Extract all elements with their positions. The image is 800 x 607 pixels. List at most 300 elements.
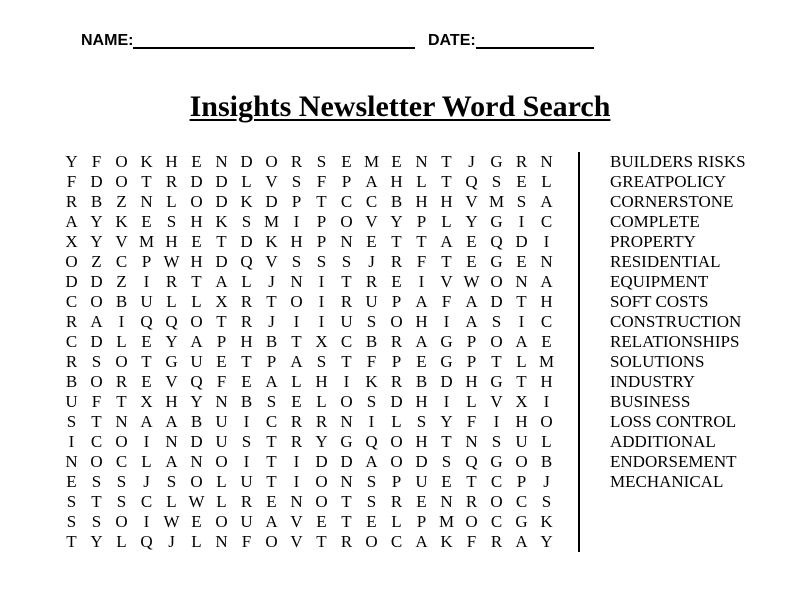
- grid-letter: Y: [90, 532, 103, 551]
- grid-letter: D: [315, 452, 328, 471]
- grid-letter: G: [490, 212, 503, 231]
- grid-row: [59, 232, 559, 252]
- grid-letter: N: [540, 252, 553, 271]
- grid-letter: R: [515, 152, 528, 171]
- grid-letter: I: [243, 452, 250, 471]
- grid-letter: D: [190, 172, 203, 191]
- grid-letter: I: [343, 372, 350, 391]
- grid-letter: I: [318, 272, 325, 291]
- grid-letter: T: [316, 532, 327, 551]
- grid-row: [59, 332, 559, 352]
- grid-letter: Q: [140, 532, 153, 551]
- grid-letter: I: [68, 432, 75, 451]
- grid-letter: I: [293, 212, 300, 231]
- grid-letter: J: [143, 472, 150, 491]
- grid-letter: T: [141, 172, 152, 191]
- grid-row: [59, 392, 559, 412]
- grid-letter: D: [65, 272, 78, 291]
- grid-letter: R: [165, 272, 178, 291]
- grid-letter: D: [515, 232, 528, 251]
- grid-letter: O: [90, 452, 103, 471]
- grid-letter: E: [141, 372, 152, 391]
- grid-letter: B: [190, 412, 203, 431]
- grid-letter: D: [240, 232, 253, 251]
- grid-letter: S: [91, 352, 102, 371]
- grid-letter: G: [490, 152, 503, 171]
- grid-row: [59, 272, 559, 292]
- grid-letter: R: [390, 332, 403, 351]
- grid-letter: O: [90, 292, 103, 311]
- grid-letter: A: [540, 192, 553, 211]
- grid-letter: R: [465, 492, 478, 511]
- grid-letter: V: [290, 512, 303, 531]
- grid-letter: X: [515, 392, 528, 411]
- grid-letter: H: [415, 432, 428, 451]
- grid-letter: D: [440, 372, 453, 391]
- grid-letter: U: [365, 292, 378, 311]
- grid-letter: E: [416, 352, 427, 371]
- grid-letter: H: [415, 312, 428, 331]
- grid-letter: L: [141, 452, 152, 471]
- grid-letter: Y: [190, 392, 203, 411]
- grid-letter: Q: [365, 432, 378, 451]
- grid-letter: F: [366, 352, 377, 371]
- grid-letter: A: [165, 412, 178, 431]
- grid-letter: S: [366, 492, 377, 511]
- grid-letter: J: [268, 272, 275, 291]
- grid-letter: F: [91, 152, 102, 171]
- grid-letter: X: [65, 232, 78, 251]
- grid-letter: I: [118, 312, 125, 331]
- grid-letter: U: [240, 472, 253, 491]
- grid-letter: R: [65, 352, 78, 371]
- grid-letter: D: [265, 192, 278, 211]
- grid-letter: E: [241, 372, 252, 391]
- grid-letter: A: [140, 412, 153, 431]
- page-title: Insights Newsletter Word Search: [189, 90, 611, 123]
- grid-letter: F: [316, 172, 327, 191]
- grid-letter: R: [65, 312, 78, 331]
- grid-letter: J: [268, 312, 275, 331]
- grid-letter: E: [316, 512, 327, 531]
- grid-letter: S: [491, 432, 502, 451]
- grid-letter: L: [216, 492, 227, 511]
- grid-letter: M: [363, 152, 380, 171]
- grid-letter: S: [541, 492, 552, 511]
- grid-letter: O: [215, 452, 228, 471]
- grid-letter: L: [191, 292, 202, 311]
- grid-row: [59, 512, 559, 532]
- grid-letter: T: [441, 152, 452, 171]
- grid-letter: A: [190, 332, 203, 351]
- grid-letter: I: [518, 212, 525, 231]
- word-list-item: BUSINESS: [610, 392, 691, 411]
- grid-letter: E: [141, 332, 152, 351]
- grid-letter: S: [241, 432, 252, 451]
- grid-letter: Y: [165, 332, 178, 351]
- grid-letter: M: [488, 192, 505, 211]
- grid-letter: N: [65, 452, 78, 471]
- word-list-item: SOLUTIONS: [610, 352, 705, 371]
- grid-letter: U: [415, 472, 428, 491]
- grid-letter: O: [490, 272, 503, 291]
- grid-letter: F: [441, 292, 452, 311]
- grid-letter: V: [265, 172, 278, 191]
- grid-letter: I: [293, 312, 300, 331]
- grid-letter: H: [540, 292, 553, 311]
- grid-letter: F: [466, 412, 477, 431]
- grid-row: [59, 412, 559, 432]
- grid-letter: L: [416, 172, 427, 191]
- grid-letter: O: [365, 532, 378, 551]
- grid-letter: X: [140, 392, 153, 411]
- grid-letter: I: [368, 412, 375, 431]
- grid-letter: I: [518, 312, 525, 331]
- grid-letter: A: [415, 292, 428, 311]
- grid-letter: R: [340, 532, 353, 551]
- word-list-item: COMPLETE: [610, 212, 700, 231]
- grid-letter: S: [491, 312, 502, 331]
- grid-letter: L: [241, 172, 252, 191]
- grid-letter: V: [115, 232, 128, 251]
- grid-letter: K: [265, 232, 278, 251]
- grid-letter: E: [191, 232, 202, 251]
- grid-letter: I: [143, 272, 150, 291]
- grid-letter: H: [415, 392, 428, 411]
- grid-letter: U: [65, 392, 78, 411]
- grid-letter: I: [493, 412, 500, 431]
- grid-letter: O: [265, 152, 278, 171]
- grid-letter: W: [163, 512, 180, 531]
- grid-letter: S: [316, 152, 327, 171]
- grid-letter: G: [340, 432, 353, 451]
- grid-letter: I: [243, 412, 250, 431]
- grid-letter: J: [168, 532, 175, 551]
- grid-letter: F: [91, 392, 102, 411]
- grid-letter: O: [265, 532, 278, 551]
- grid-letter: C: [340, 192, 353, 211]
- grid-letter: B: [390, 192, 403, 211]
- grid-letter: S: [441, 452, 452, 471]
- word-list-item: CONSTRUCTION: [610, 312, 742, 331]
- grid-letter: O: [290, 292, 303, 311]
- grid-letter: D: [90, 332, 103, 351]
- grid-letter: U: [190, 352, 203, 371]
- grid-letter: T: [341, 492, 352, 511]
- header-fields: [0, 32, 800, 52]
- grid-letter: Y: [90, 212, 103, 231]
- grid-letter: A: [265, 512, 278, 531]
- grid-letter: C: [365, 192, 378, 211]
- grid-letter: G: [165, 352, 178, 371]
- word-list-item: LOSS CONTROL: [610, 412, 737, 431]
- grid-letter: C: [90, 432, 103, 451]
- grid-letter: I: [443, 312, 450, 331]
- grid-letter: U: [215, 432, 228, 451]
- grid-letter: T: [441, 172, 452, 191]
- grid-row: [59, 292, 559, 312]
- grid-letter: T: [216, 312, 227, 331]
- grid-letter: O: [115, 432, 128, 451]
- grid-letter: N: [440, 492, 453, 511]
- grid-letter: K: [240, 192, 253, 211]
- grid-letter: T: [141, 352, 152, 371]
- grid-letter: T: [341, 272, 352, 291]
- grid-letter: Y: [465, 212, 478, 231]
- grid-letter: E: [266, 492, 277, 511]
- grid-letter: C: [140, 492, 153, 511]
- grid-letter: I: [543, 232, 550, 251]
- grid-letter: T: [341, 352, 352, 371]
- grid-letter: F: [416, 252, 427, 271]
- grid-letter: P: [141, 252, 152, 271]
- grid-letter: A: [365, 452, 378, 471]
- grid-letter: S: [266, 392, 277, 411]
- grid-letter: A: [540, 272, 553, 291]
- grid-letter: R: [315, 412, 328, 431]
- grid-letter: O: [390, 452, 403, 471]
- grid-letter: Y: [315, 432, 328, 451]
- grid-row: [59, 452, 559, 472]
- grid-letter: R: [115, 372, 128, 391]
- grid-letter: H: [515, 412, 528, 431]
- grid-letter: P: [316, 212, 327, 231]
- grid-letter: I: [318, 292, 325, 311]
- grid-letter: V: [490, 392, 503, 411]
- grid-letter: L: [216, 472, 227, 491]
- grid-letter: T: [266, 432, 277, 451]
- grid-letter: U: [240, 512, 253, 531]
- grid-letter: B: [540, 452, 553, 471]
- grid-letter: H: [290, 232, 303, 251]
- grid-row: [59, 152, 559, 172]
- grid-letter: H: [415, 192, 428, 211]
- grid-letter: O: [115, 172, 128, 191]
- word-list-item: ENDORSEMENT: [610, 452, 737, 471]
- word-list-item: INDUSTRY: [610, 372, 696, 391]
- grid-row: [59, 492, 559, 512]
- grid-letter: C: [115, 452, 128, 471]
- grid-letter: E: [216, 352, 227, 371]
- grid-letter: A: [265, 372, 278, 391]
- grid-letter: O: [215, 512, 228, 531]
- grid-letter: A: [515, 532, 528, 551]
- grid-letter: T: [391, 232, 402, 251]
- grid-letter: B: [365, 332, 378, 351]
- grid-letter: V: [440, 272, 453, 291]
- word-list-item: ADDITIONAL: [610, 432, 716, 451]
- grid-letter: M: [538, 352, 555, 371]
- grid-letter: P: [391, 292, 402, 311]
- grid-row: [59, 372, 559, 392]
- grid-letter: O: [465, 512, 478, 531]
- grid-letter: P: [466, 352, 477, 371]
- word-list-item: EQUIPMENT: [610, 272, 709, 291]
- grid-letter: U: [515, 432, 528, 451]
- grid-letter: C: [540, 212, 553, 231]
- grid-letter: S: [491, 172, 502, 191]
- grid-letter: V: [290, 532, 303, 551]
- grid-letter: D: [340, 452, 353, 471]
- grid-row: [59, 212, 559, 232]
- grid-letter: E: [141, 212, 152, 231]
- grid-letter: B: [65, 372, 78, 391]
- grid-letter: N: [290, 272, 303, 291]
- grid-letter: A: [515, 332, 528, 351]
- grid-letter: O: [115, 512, 128, 531]
- grid-letter: H: [315, 372, 328, 391]
- grid-letter: N: [540, 152, 553, 171]
- grid-letter: X: [315, 332, 328, 351]
- grid-letter: D: [390, 392, 403, 411]
- grid-letter: E: [516, 172, 527, 191]
- grid-letter: H: [540, 372, 553, 391]
- grid-letter: N: [290, 492, 303, 511]
- grid-letter: Z: [116, 192, 127, 211]
- grid-letter: U: [140, 292, 153, 311]
- grid-letter: A: [465, 292, 478, 311]
- grid-letter: E: [466, 252, 477, 271]
- grid-letter: A: [465, 312, 478, 331]
- grid-letter: R: [390, 492, 403, 511]
- grid-letter: D: [240, 152, 253, 171]
- grid-letter: G: [515, 512, 528, 531]
- grid-letter: I: [418, 272, 425, 291]
- grid-letter: O: [390, 432, 403, 451]
- date-label: DATE:: [428, 32, 476, 49]
- grid-letter: O: [340, 212, 353, 231]
- grid-letter: N: [140, 192, 153, 211]
- grid-letter: S: [116, 472, 127, 491]
- grid-letter: S: [291, 172, 302, 191]
- grid-letter: T: [191, 272, 202, 291]
- grid-row: [59, 432, 559, 452]
- grid-letter: E: [466, 232, 477, 251]
- grid-letter: I: [443, 392, 450, 411]
- grid-letter: Q: [140, 312, 153, 331]
- grid-letter: T: [441, 432, 452, 451]
- word-list: [610, 152, 746, 492]
- grid-letter: O: [340, 392, 353, 411]
- grid-letter: B: [240, 392, 253, 411]
- grid-letter: E: [66, 472, 77, 491]
- grid-letter: L: [391, 412, 402, 431]
- grid-letter: R: [65, 192, 78, 211]
- grid-letter: L: [516, 352, 527, 371]
- grid-letter: L: [541, 432, 552, 451]
- word-list-item: CORNERSTONE: [610, 192, 734, 211]
- grid-letter: N: [190, 452, 203, 471]
- grid-letter: Q: [240, 252, 253, 271]
- grid-letter: C: [540, 312, 553, 331]
- grid-letter: H: [165, 232, 178, 251]
- word-list-item: GREATPOLICY: [610, 172, 727, 191]
- grid-letter: T: [316, 192, 327, 211]
- grid-letter: C: [65, 292, 78, 311]
- grid-row: [59, 472, 559, 492]
- grid-letter: S: [166, 472, 177, 491]
- divider: [578, 152, 580, 552]
- grid-letter: R: [240, 292, 253, 311]
- grid-letter: T: [266, 452, 277, 471]
- grid-letter: T: [341, 512, 352, 531]
- grid-letter: I: [143, 512, 150, 531]
- grid-letter: T: [491, 352, 502, 371]
- grid-letter: R: [490, 532, 503, 551]
- grid-letter: E: [541, 332, 552, 351]
- grid-letter: H: [240, 332, 253, 351]
- grid-letter: W: [463, 272, 480, 291]
- grid-letter: H: [390, 172, 403, 191]
- grid-letter: N: [215, 152, 228, 171]
- grid-letter: D: [90, 172, 103, 191]
- grid-letter: F: [241, 532, 252, 551]
- grid-letter: O: [490, 492, 503, 511]
- grid-letter: O: [390, 312, 403, 331]
- grid-letter: H: [465, 372, 478, 391]
- grid-letter: T: [241, 352, 252, 371]
- grid-letter: S: [366, 472, 377, 491]
- grid-letter: S: [241, 212, 252, 231]
- grid-letter: L: [541, 172, 552, 191]
- grid-letter: L: [116, 532, 127, 551]
- grid-letter: C: [515, 492, 528, 511]
- grid-letter: O: [65, 252, 78, 271]
- grid-letter: X: [215, 292, 228, 311]
- grid-letter: V: [365, 212, 378, 231]
- grid-letter: L: [241, 272, 252, 291]
- grid-letter: H: [165, 392, 178, 411]
- grid-letter: E: [516, 252, 527, 271]
- grid-letter: T: [416, 232, 427, 251]
- word-list-item: MECHANICAL: [610, 472, 724, 491]
- grid-letter: G: [490, 452, 503, 471]
- grid-letter: E: [191, 152, 202, 171]
- grid-letter: S: [316, 352, 327, 371]
- grid-letter: Z: [116, 272, 127, 291]
- grid-letter: N: [165, 432, 178, 451]
- grid-letter: D: [190, 432, 203, 451]
- grid-letter: Q: [190, 372, 203, 391]
- grid-letter: S: [366, 392, 377, 411]
- grid-letter: A: [415, 332, 428, 351]
- grid-letter: E: [341, 152, 352, 171]
- grid-letter: C: [490, 472, 503, 491]
- name-line: [133, 47, 415, 49]
- grid-letter: I: [293, 472, 300, 491]
- grid-letter: P: [316, 232, 327, 251]
- grid-letter: S: [341, 252, 352, 271]
- grid-letter: L: [166, 192, 177, 211]
- grid-letter: D: [215, 172, 228, 191]
- grid-letter: C: [490, 512, 503, 531]
- grid-letter: T: [66, 532, 77, 551]
- grid-letter: O: [515, 452, 528, 471]
- grid-letter: I: [318, 312, 325, 331]
- grid-letter: V: [165, 372, 178, 391]
- grid-letter: L: [441, 212, 452, 231]
- grid-letter: L: [316, 392, 327, 411]
- grid-letter: M: [438, 512, 455, 531]
- grid-letter: A: [290, 352, 303, 371]
- grid-letter: G: [490, 252, 503, 271]
- grid-letter: K: [215, 212, 228, 231]
- grid-letter: U: [215, 412, 228, 431]
- grid-letter: S: [316, 252, 327, 271]
- grid-letter: K: [440, 532, 453, 551]
- grid-letter: A: [65, 212, 78, 231]
- grid-letter: M: [138, 232, 155, 251]
